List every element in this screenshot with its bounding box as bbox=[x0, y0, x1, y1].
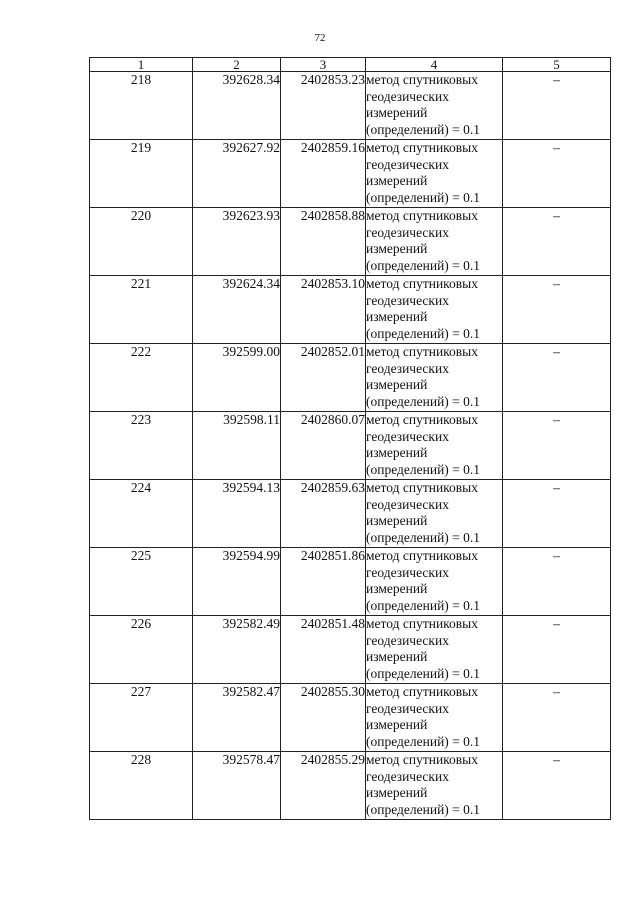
note-cell: – bbox=[503, 752, 611, 820]
note-cell: – bbox=[503, 616, 611, 684]
column-header: 1 bbox=[90, 58, 193, 72]
column-header: 2 bbox=[193, 58, 281, 72]
y-coordinate-cell: 2402851.86 bbox=[281, 548, 366, 616]
method-cell: метод спутниковых геодезических измерений (определений) = 0.1 bbox=[366, 752, 503, 820]
table-row bbox=[90, 752, 611, 820]
method-cell: метод спутниковых геодезических измерений (определений) = 0.1 bbox=[366, 616, 503, 684]
x-coordinate-cell: 392594.99 bbox=[193, 548, 281, 616]
table-row bbox=[90, 276, 611, 344]
table-row bbox=[90, 72, 611, 140]
table-row bbox=[90, 480, 611, 548]
x-coordinate-cell: 392578.47 bbox=[193, 752, 281, 820]
x-coordinate-cell: 392599.00 bbox=[193, 344, 281, 412]
point-number-cell: 226 bbox=[90, 616, 193, 684]
x-coordinate-cell: 392624.34 bbox=[193, 276, 281, 344]
note-cell: – bbox=[503, 72, 611, 140]
point-number-cell: 225 bbox=[90, 548, 193, 616]
note-cell: – bbox=[503, 140, 611, 208]
point-number-cell: 219 bbox=[90, 140, 193, 208]
column-header: 5 bbox=[503, 58, 611, 72]
x-coordinate-cell: 392582.47 bbox=[193, 684, 281, 752]
y-coordinate-cell: 2402859.16 bbox=[281, 140, 366, 208]
note-cell: – bbox=[503, 208, 611, 276]
y-coordinate-cell: 2402855.30 bbox=[281, 684, 366, 752]
y-coordinate-cell: 2402858.88 bbox=[281, 208, 366, 276]
note-cell: – bbox=[503, 412, 611, 480]
column-header: 4 bbox=[366, 58, 503, 72]
method-cell: метод спутниковых геодезических измерений (определений) = 0.1 bbox=[366, 344, 503, 412]
note-cell: – bbox=[503, 684, 611, 752]
y-coordinate-cell: 2402859.63 bbox=[281, 480, 366, 548]
note-cell: – bbox=[503, 548, 611, 616]
note-cell: – bbox=[503, 276, 611, 344]
table-row bbox=[90, 616, 611, 684]
coordinates-table bbox=[89, 57, 611, 820]
column-header: 3 bbox=[281, 58, 366, 72]
table-row bbox=[90, 412, 611, 480]
method-cell: метод спутниковых геодезических измерений (определений) = 0.1 bbox=[366, 72, 503, 140]
x-coordinate-cell: 392623.93 bbox=[193, 208, 281, 276]
point-number-cell: 224 bbox=[90, 480, 193, 548]
method-cell: метод спутниковых геодезических измерений (определений) = 0.1 bbox=[366, 140, 503, 208]
y-coordinate-cell: 2402853.10 bbox=[281, 276, 366, 344]
method-cell: метод спутниковых геодезических измерений (определений) = 0.1 bbox=[366, 412, 503, 480]
table-row bbox=[90, 548, 611, 616]
x-coordinate-cell: 392598.11 bbox=[193, 412, 281, 480]
method-cell: метод спутниковых геодезических измерений (определений) = 0.1 bbox=[366, 480, 503, 548]
x-coordinate-cell: 392594.13 bbox=[193, 480, 281, 548]
x-coordinate-cell: 392582.49 bbox=[193, 616, 281, 684]
point-number-cell: 228 bbox=[90, 752, 193, 820]
point-number-cell: 223 bbox=[90, 412, 193, 480]
table-row bbox=[90, 208, 611, 276]
point-number-cell: 218 bbox=[90, 72, 193, 140]
note-cell: – bbox=[503, 344, 611, 412]
x-coordinate-cell: 392628.34 bbox=[193, 72, 281, 140]
y-coordinate-cell: 2402853.23 bbox=[281, 72, 366, 140]
point-number-cell: 222 bbox=[90, 344, 193, 412]
y-coordinate-cell: 2402851.48 bbox=[281, 616, 366, 684]
y-coordinate-cell: 2402860.07 bbox=[281, 412, 366, 480]
point-number-cell: 220 bbox=[90, 208, 193, 276]
y-coordinate-cell: 2402852.01 bbox=[281, 344, 366, 412]
header-row bbox=[90, 58, 611, 72]
table-row bbox=[90, 140, 611, 208]
method-cell: метод спутниковых геодезических измерений (определений) = 0.1 bbox=[366, 208, 503, 276]
y-coordinate-cell: 2402855.29 bbox=[281, 752, 366, 820]
note-cell: – bbox=[503, 480, 611, 548]
x-coordinate-cell: 392627.92 bbox=[193, 140, 281, 208]
table-row bbox=[90, 684, 611, 752]
method-cell: метод спутниковых геодезических измерений (определений) = 0.1 bbox=[366, 684, 503, 752]
method-cell: метод спутниковых геодезических измерений (определений) = 0.1 bbox=[366, 276, 503, 344]
point-number-cell: 221 bbox=[90, 276, 193, 344]
method-cell: метод спутниковых геодезических измерений (определений) = 0.1 bbox=[366, 548, 503, 616]
point-number-cell: 227 bbox=[90, 684, 193, 752]
page-number: 72 bbox=[314, 32, 326, 44]
table-row bbox=[90, 344, 611, 412]
